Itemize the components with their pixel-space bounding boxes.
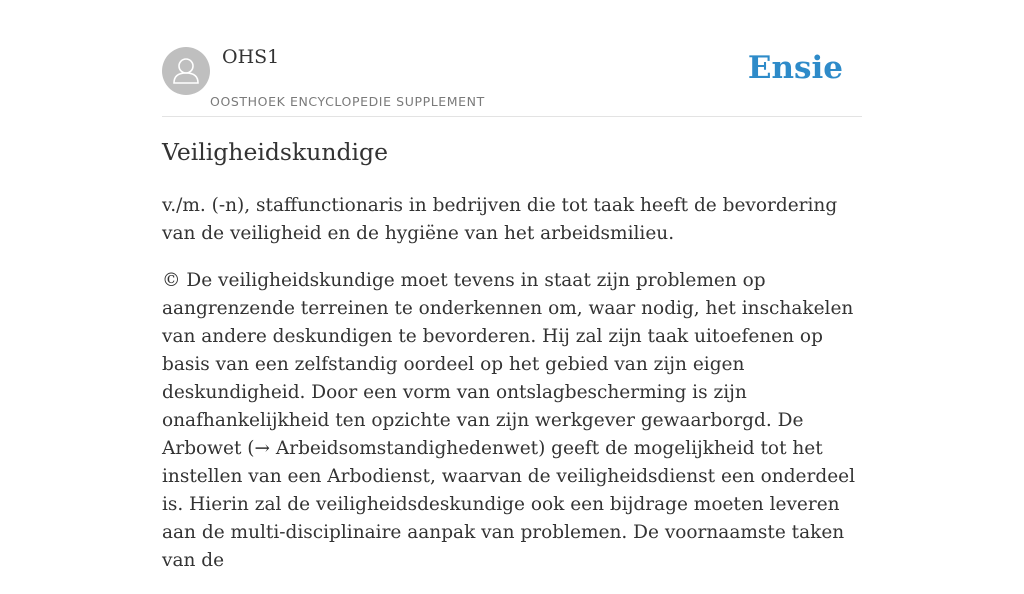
user-silhouette-icon <box>162 47 210 95</box>
body-paragraph: © De veiligheidskundige moet tevens in staat zijn problemen op aangrenzende terreinen te onderkennen om, waar nodig, het inschakelen van andere deskundigen te bevorderen. Hij zal zijn taak uitoefenen op basis van een zelfstandig oordeel op het gebied van zijn eigen deskundigheid. Door een vorm van ontslagbescherming is zijn onafhankelijkheid ten opzichte van zijn werkgever gewaarborgd. De Arbowet (→ Arbeidsomstandighedenwet) geeft de mogelijkheid tot het instellen van een Arbodienst, waarvan de veiligheidsdienst een onderdeel is. Hierin zal de veiligheidsdeskundige ook een bijdrage moeten leveren aan de multi-disciplinaire aanpak van problemen. De voornaamste taken van de <box>162 270 856 571</box>
publication-name[interactable]: OOSTHOEK ENCYCLOPEDIE SUPPLEMENT <box>210 94 485 109</box>
article-container <box>162 0 862 571</box>
ensie-logo[interactable]: Ensie <box>747 50 843 86</box>
user-name[interactable]: OHS1 <box>222 46 280 68</box>
definition-paragraph: v./m. (-n), staffunctionaris in bedrijven die tot taak heeft de bevordering van de veiligheid en de hygiëne van het arbeidsmilieu. <box>162 195 838 244</box>
page-title: Veiligheidskundige <box>162 138 388 166</box>
avatar[interactable] <box>162 47 210 95</box>
article-header <box>162 0 862 117</box>
article-body <box>162 192 868 594</box>
